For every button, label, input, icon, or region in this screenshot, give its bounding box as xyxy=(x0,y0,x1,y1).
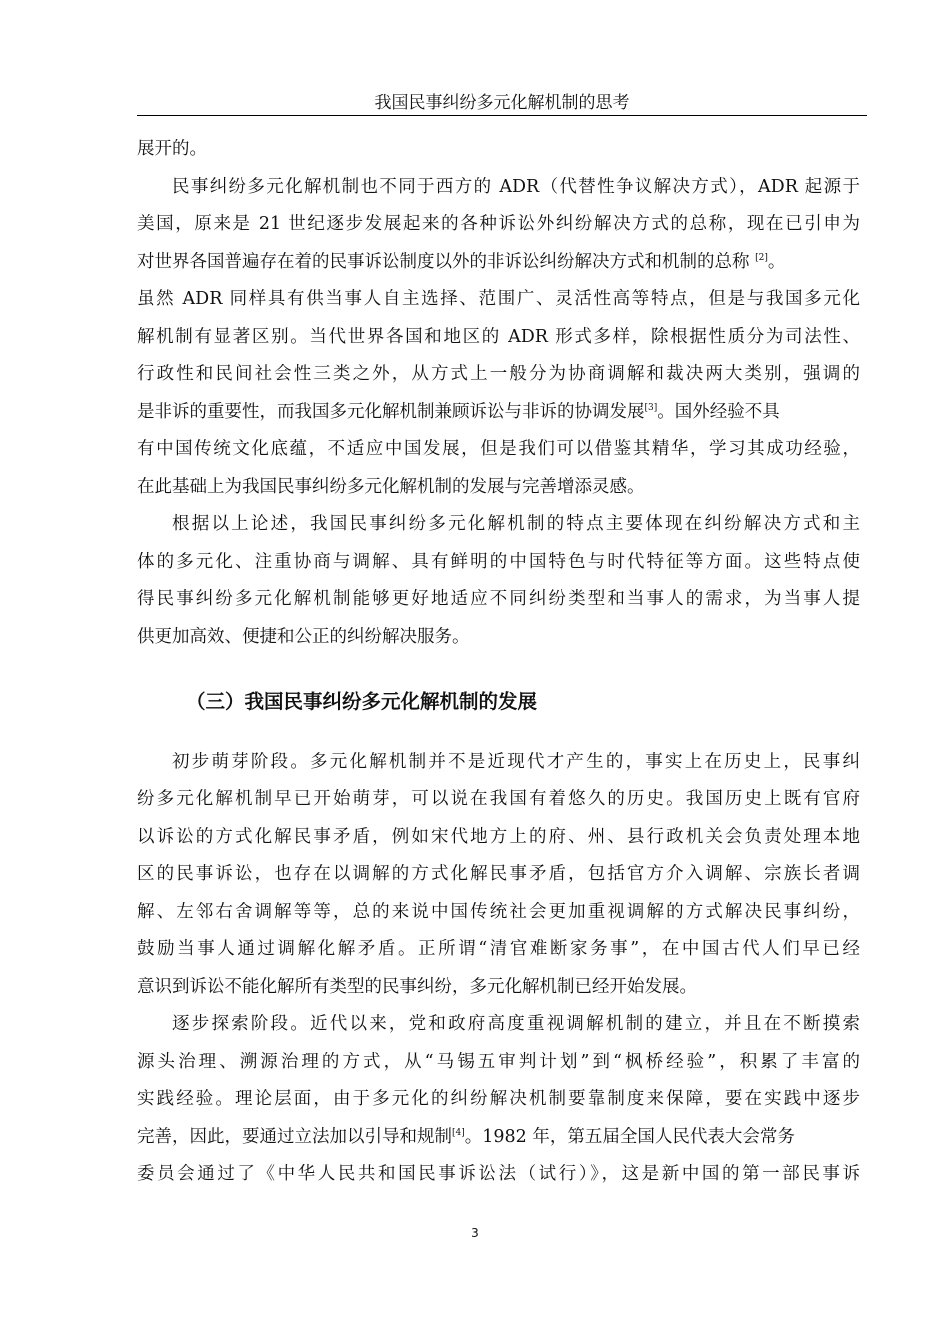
header-rule xyxy=(137,115,867,116)
text-line: 虽然 ADR 同样具有供当事人自主选择、范围广、灵活性高等特点，但是与我国多元化 xyxy=(137,289,860,309)
text-run: 完善，因此，要通过立法加以引导和规制 xyxy=(137,1127,452,1147)
section-heading: （三）我国民事纠纷多元化解机制的发展 xyxy=(186,690,538,713)
citation-ref: [3] xyxy=(644,403,658,413)
page-number: 3 xyxy=(471,1226,479,1240)
text-line: 实践经验。理论层面，由于多元化的纠纷解决机制要靠制度来保障，要在实践中逐步 xyxy=(137,1089,860,1109)
text-line xyxy=(137,400,780,424)
text-line: 根据以上论述，我国民事纠纷多元化解机制的特点主要体现在纠纷解决方式和主 xyxy=(172,514,860,534)
text-line: 在此基础上为我国民事纠纷多元化解机制的发展与完善增添灵感。 xyxy=(137,477,645,497)
text-line xyxy=(137,250,785,274)
text-line: 解机制有显著区别。当代世界各国和地区的 ADR 形式多样，除根据性质分为司法性、 xyxy=(137,327,860,347)
text-line: 委员会通过了《中华人民共和国民事诉讼法（试行）》，这是新中国的第一部民事诉 xyxy=(137,1164,860,1184)
citation-ref: [2] xyxy=(755,253,768,263)
text-line: 初步萌芽阶段。多元化解机制并不是近现代才产生的，事实上在历史上，民事纠 xyxy=(172,752,860,772)
text-line: 行政性和民间社会性三类之外，从方式上一般分为协商调解和裁决两大类别，强调的 xyxy=(137,364,860,384)
text-line: 得民事纠纷多元化解机制能够更好地适应不同纠纷类型和当事人的需求，为当事人提 xyxy=(137,589,860,609)
text-line: 供更加高效、便捷和公正的纠纷解决服务。 xyxy=(137,627,470,647)
text-run: 。1982 年，第五届全国人民代表大会常务 xyxy=(464,1127,795,1147)
text-line: 区的民事诉讼，也存在以调解的方式化解民事矛盾，包括官方介入调解、宗族长者调 xyxy=(137,864,860,884)
text-run: 是非诉的重要性，而我国多元化解机制兼顾诉讼与非诉的协调发展 xyxy=(137,402,645,422)
text-line: 解、左邻右舍调解等等，总的来说中国传统社会更加重视调解的方式解决民事纠纷， xyxy=(137,902,860,922)
running-header: 我国民事纠纷多元化解机制的思考 xyxy=(374,93,630,113)
text-line: 鼓励当事人通过调解化解矛盾。正所谓“清官难断家务事”，在中国古代人们早已经 xyxy=(137,939,860,959)
text-run: 对世界各国普遍存在着的民事诉讼制度以外的非诉讼纠纷解决方式和机制的总称 xyxy=(137,252,750,272)
text-run: 。 xyxy=(767,252,786,272)
text-line: 有中国传统文化底蕴，不适应中国发展，但是我们可以借鉴其精华，学习其成功经验， xyxy=(137,439,860,459)
text-line: 意识到诉讼不能化解所有类型的民事纠纷，多元化解机制已经开始发展。 xyxy=(137,977,697,997)
text-line: 体的多元化、注重协商与调解、具有鲜明的中国特色与时代特征等方面。这些特点使 xyxy=(137,552,860,572)
text-line: 美国，原来是 21 世纪逐步发展起来的各种诉讼外纠纷解决方式的总称，现在已引申为 xyxy=(137,214,860,234)
text-line: 纷多元化解机制早已开始萌芽，可以说在我国有着悠久的历史。我国历史上既有官府 xyxy=(137,789,860,809)
citation-ref: [4] xyxy=(452,1128,465,1138)
text-line: 逐步探索阶段。近代以来，党和政府高度重视调解机制的建立，并且在不断摸索 xyxy=(172,1014,860,1034)
text-line: 以诉讼的方式化解民事矛盾，例如宋代地方上的府、州、县行政机关会负责处理本地 xyxy=(137,827,860,847)
text-line xyxy=(137,1125,795,1149)
text-line: 民事纠纷多元化解机制也不同于西方的 ADR（代替性争议解决方式），ADR 起源于 xyxy=(172,177,860,197)
text-line: 展开的。 xyxy=(137,139,207,159)
text-line: 源头治理、溯源治理的方式，从“马锡五审判计划”到“枫桥经验”，积累了丰富的 xyxy=(137,1052,860,1072)
text-run: 。国外经验不具 xyxy=(657,402,780,422)
